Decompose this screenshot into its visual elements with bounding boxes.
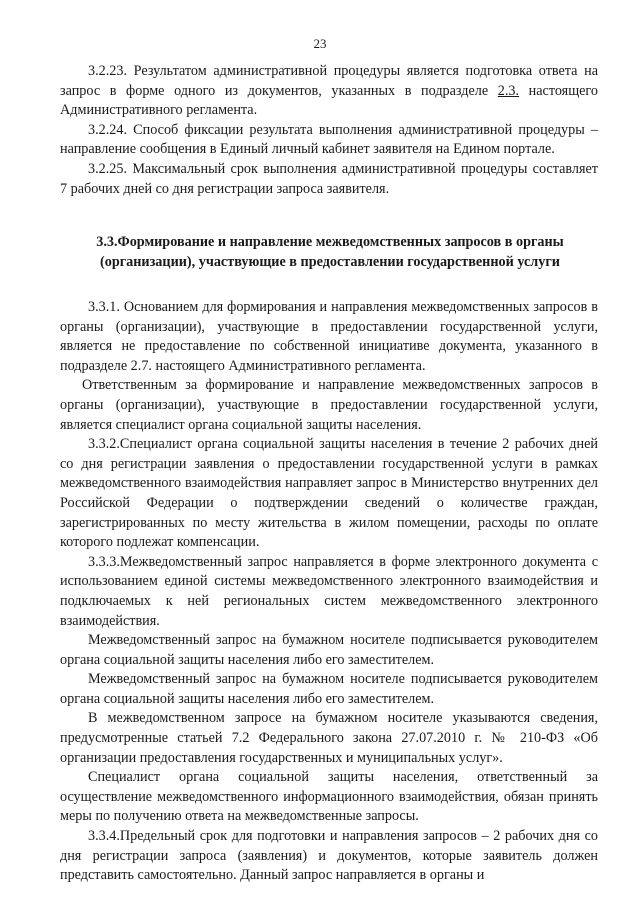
section-heading-line-1: 3.3.Формирование и направление межведомственных запросов в органы [96, 234, 564, 250]
paragraph-3-3-1: 3.3.1. Основанием для формирования и направления межведомственных запросов в органы (организации), участвующие в предоставлении государственной услуги, является не предоставление по собственной инициативе документа, указанного в подразделе 2.7. настоящего Административного регламента. [60, 299, 598, 374]
section-heading-line-2: (организации), участвующие в предоставлении государственной услуги [100, 254, 560, 270]
paragraph-3-2-23-text: 3.2.23. Результатом административной процедуры является подготовка ответа на запрос в форме одного из документов, указанных в подразделе [60, 63, 598, 99]
paragraph-specialist-duty: Специалист органа социальной защиты населения, ответственный за осуществление межведомственного информационного взаимодействия, обязан принять меры по получению ответа на межведомственные запросы. [60, 769, 598, 825]
paragraph-3-3-3: 3.3.3.Межведомственный запрос направляется в форме электронного документа с использованием единой системы межведомственного электронного взаимодействия и подключаемых к ней региональных систем межведомственного электронного взаимодействия. [60, 553, 598, 629]
paragraph-3-3-4: 3.3.4.Предельный срок для подготовки и направления запросов – 2 рабочих дня со дня регистрации запроса (заявления) и документов, которые заявитель должен представить самостоятельно. Данный запрос направляется в органы и [60, 828, 598, 884]
paragraph-3-2-24: 3.2.24. Способ фиксации результата выполнения административной процедуры – направление сообщения в Единый личный кабинет заявителя на Едином портале. [60, 121, 598, 158]
paragraph-paper-details: В межведомственном запросе на бумажном носителе указываются сведения, предусмотренные статьей 7.2 Федерального закона 27.07.2010 г. № 210-ФЗ «Об организации предоставления государственных и муниципальных услуг». [60, 710, 598, 766]
section-3-2-conclusion [60, 62, 598, 199]
paragraph-responsible: Ответственным за формирование и направление межведомственных запросов в органы (организации), участвующие в предоставлении государственной услуги, является специалист органа социальной защиты населения. [60, 377, 598, 433]
section-heading [70, 232, 590, 272]
subsection-reference-link: 2.3. [497, 82, 520, 99]
paragraph-3-3-2: 3.3.2.Специалист органа социальной защиты населения в течение 2 рабочих дней со дня регистрации заявления о предоставлении государственной услуги в рамках межведомственного взаимодействия направляет запрос в Министерство внутренних дел Российской Федерации о подтверждении сведений о количестве граждан, зарегистрированных по месту жительства в жилом помещении, расходы по оплате которого подлежат компенсации. [60, 436, 598, 551]
paragraph-paper-signature-2: Межведомственный запрос на бумажном носителе подписывается руководителем органа социальной защиты населения либо его заместителем. [60, 671, 598, 707]
paragraph-3-2-23-end: настоящего Административного регламента. [60, 82, 598, 119]
paragraph-paper-signature-1: Межведомственный запрос на бумажном носителе подписывается руководителем органа социальной защиты населения либо его заместителем. [60, 632, 598, 668]
section-3-3-body [60, 298, 598, 886]
page-number: 23 [313, 36, 327, 51]
paragraph-3-2-23 [60, 62, 598, 121]
paragraph-3-2-25: 3.2.25. Максимальный срок выполнения административной процедуры составляет 7 рабочих дней со дня регистрации запроса заявителя. [60, 160, 598, 197]
